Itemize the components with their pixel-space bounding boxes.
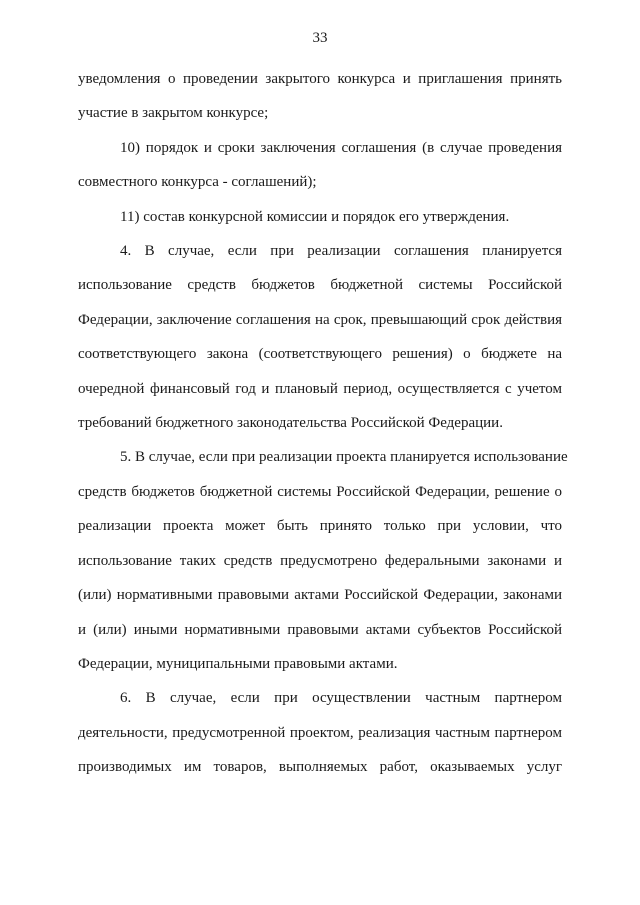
text-line: 6. В случае, если при осуществлении частным партнером	[120, 690, 562, 707]
paragraph-section-5	[78, 440, 568, 681]
text-line: производимых им товаров, выполняемых работ, оказываемых услуг	[78, 759, 562, 776]
text-line: деятельности, предусмотренной проектом, реализация частным партнером	[78, 724, 562, 741]
text-line: 5. В случае, если при реализации проекта планируется использование	[120, 449, 568, 466]
text-line: Федерации, заключение соглашения на срок, превышающий срок действия	[78, 311, 562, 328]
text-line: использование средств бюджетов бюджетной системы Российской	[78, 277, 562, 294]
page-number: 33	[312, 30, 328, 46]
text-line: совместного конкурса - соглашений);	[78, 174, 317, 191]
paragraph-section-4	[78, 234, 562, 440]
paragraph-item-11	[78, 200, 562, 234]
document-body	[78, 62, 568, 785]
text-line: 10) порядок и сроки заключения соглашения (в случае проведения	[120, 139, 562, 156]
text-line: (или) нормативными правовыми актами Российской Федерации, законами	[78, 587, 562, 604]
text-line: 4. В случае, если при реализации соглашения планируется	[120, 243, 562, 260]
text-line: средств бюджетов бюджетной системы Российской Федерации, решение о	[78, 483, 562, 500]
paragraph-continuation	[78, 62, 562, 131]
text-line: 11) состав конкурсной комиссии и порядок его утверждения.	[120, 208, 510, 225]
text-line: и (или) иными нормативными правовыми актами субъектов Российской	[78, 621, 562, 638]
paragraph-item-10	[78, 131, 562, 200]
text-line: соответствующего закона (соответствующего решения) о бюджете на	[78, 346, 562, 363]
text-line: использование таких средств предусмотрено федеральными законами и	[78, 552, 562, 569]
text-line: очередной финансовый год и плановый период, осуществляется с учетом	[78, 380, 562, 397]
text-line: реализации проекта может быть принято только при условии, что	[78, 518, 562, 535]
text-line: требований бюджетного законодательства Российской Федерации.	[78, 415, 503, 432]
text-line: уведомления о проведении закрытого конкурса и приглашения принять	[78, 71, 562, 87]
paragraph-section-6	[78, 681, 562, 784]
text-line: участие в закрытом конкурсе;	[78, 105, 269, 122]
text-line: Федерации, муниципальными правовыми актами.	[78, 655, 398, 672]
